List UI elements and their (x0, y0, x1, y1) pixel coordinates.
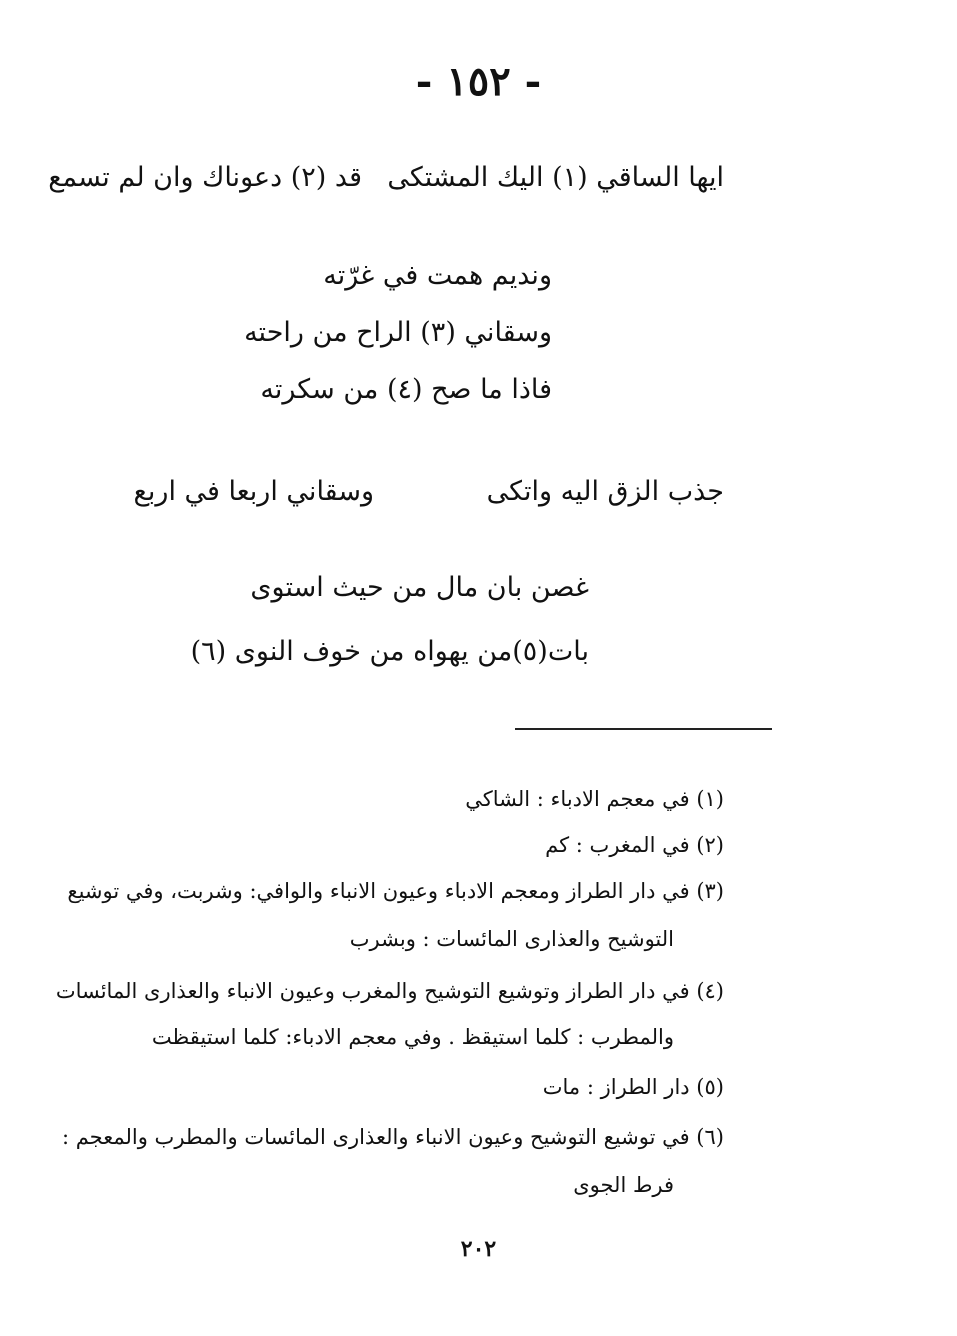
stanza-1-line-2: وسقاني (٣) الراح من راحته (244, 317, 552, 348)
footnote-3-continuation: التوشيح والعذارى المائسات : وبشرب (349, 927, 674, 951)
verse-1-left-hemistich: قد (٢) دعوناك وان لم تسمع (48, 162, 362, 193)
stanza-2-line-1: غصن بان مال من حيث استوى (250, 572, 589, 603)
footnote-4-continuation: والمطرب : كلما استيقظ . وفي معجم الادباء: كلما استيقظت (151, 1025, 674, 1049)
footnote-6: (٦) في توشيع التوشيح وعيون الانباء والعذارى المائسات والمطرب والمعجم : (61, 1125, 724, 1149)
footnote-5: (٥) دار الطراز : مات (542, 1075, 724, 1099)
verse-2-right-hemistich: جذب الزق اليه واتكى (486, 476, 724, 507)
footnote-separator (515, 728, 772, 730)
verse-2-left-hemistich: وسقاني اربعا في اربع (133, 476, 374, 507)
footnote-3: (٣) في دار الطراز ومعجم الادباء وعيون الانباء والوافي: وشربت، وفي توشيع (67, 879, 724, 903)
stanza-2-line-2: بات(٥)من يهواه من خوف النوى (٦) (190, 636, 589, 667)
footnote-2: (٢) في المغرب : كم (545, 833, 724, 857)
page-number: - ١٥٢ - (415, 58, 542, 105)
footnote-6-continuation: فرط الجوى (573, 1173, 674, 1197)
stanza-1-line-1: ونديم همت في غرّته (323, 260, 552, 291)
stanza-1-line-3: فاذا ما صح (٤) من سكرته (260, 374, 552, 405)
footnote-4: (٤) في دار الطراز وتوشيع التوشيح والمغرب وعيون الانباء والعذارى المائسات (55, 979, 724, 1003)
footer-page-number: ٢٠٢ (460, 1236, 497, 1262)
footnote-1: (١) في معجم الادباء : الشاكي (465, 787, 724, 811)
verse-1-right-hemistich: ايها الساقي (١) اليك المشتكى (387, 162, 724, 193)
